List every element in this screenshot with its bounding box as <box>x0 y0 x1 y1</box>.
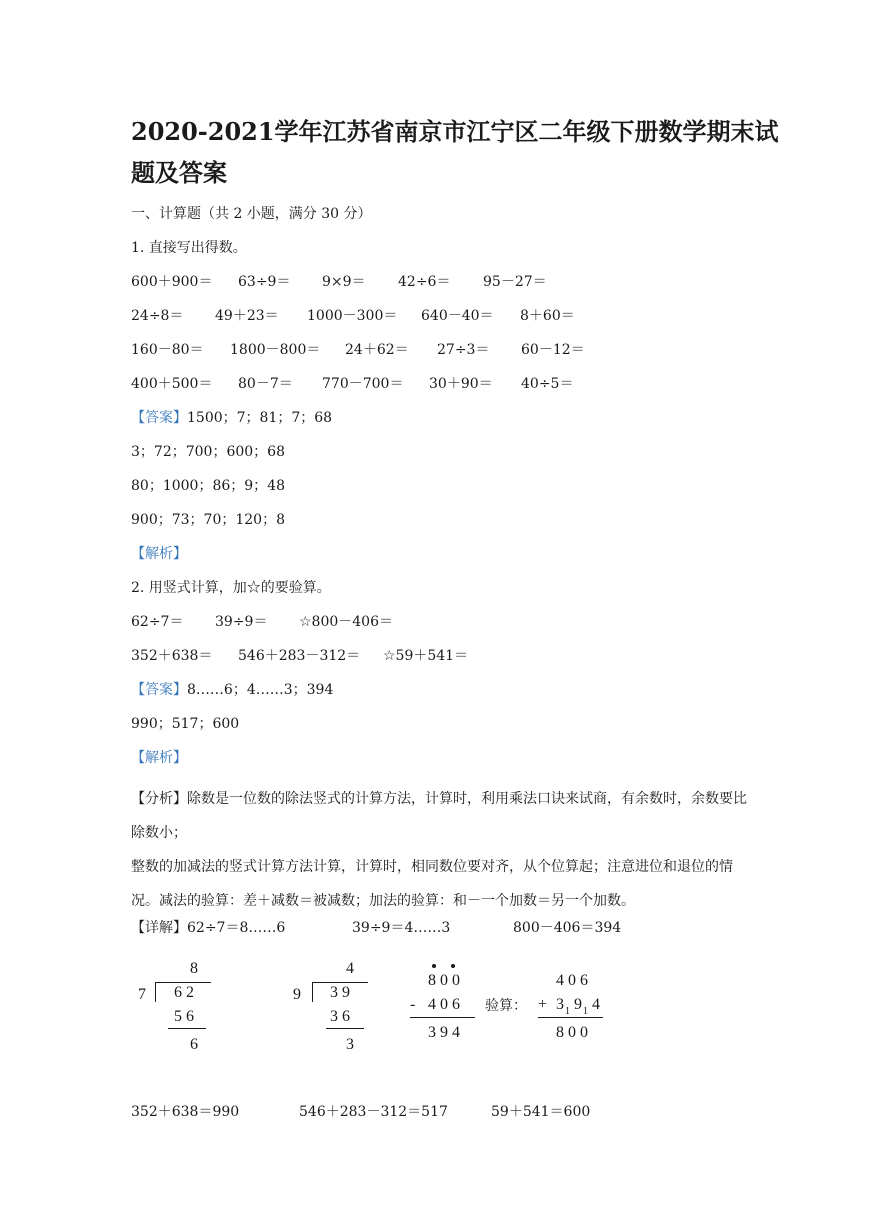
plus-sign: + <box>538 996 548 1013</box>
subtraction-line <box>326 1028 364 1029</box>
answer-line: 990；517；600 <box>131 716 240 732</box>
answer-tag: 【答案】 <box>131 682 187 698</box>
check-label: 验算： <box>485 998 527 1014</box>
problem: 24＋62＝ <box>345 342 409 358</box>
answer-line <box>131 680 333 700</box>
answer-line <box>131 408 332 428</box>
problem: 1000－300＝ <box>307 308 398 324</box>
divisor: 9 <box>293 986 301 1003</box>
carry-digit: 1 <box>565 1006 570 1017</box>
document-title-line2: 题及答案 <box>131 158 227 187</box>
problem: 1800－800＝ <box>230 342 321 358</box>
subtraction-line <box>168 1028 206 1029</box>
result-item: 546＋283－312＝517 <box>299 1104 448 1120</box>
problem: 63÷9＝ <box>238 274 291 290</box>
answer-text: 8……6；4……3；394 <box>187 682 334 698</box>
division-bracket <box>155 982 156 1002</box>
quotient: 4 <box>346 960 354 977</box>
analysis-tag: 【解析】 <box>131 750 187 766</box>
detail-item: 39÷9＝4……3 <box>352 920 451 936</box>
problem: 600＋900＝ <box>131 274 213 290</box>
fenxi-text: 除数是一位数的除法竖式的计算方法，计算时，利用乘法口诀来试商，有余数时，余数要比除数小； <box>131 791 747 841</box>
analysis-paragraph-1 <box>131 782 751 850</box>
problem: 80－7＝ <box>238 376 293 392</box>
addend-digit: 9 <box>574 996 582 1013</box>
problem: 24÷8＝ <box>131 308 184 324</box>
answer-line: 900；73；70；120；8 <box>131 512 285 528</box>
problem: ☆800－406＝ <box>299 614 393 630</box>
result-item: 59＋541＝600 <box>491 1104 591 1120</box>
problem: 95－27＝ <box>483 274 547 290</box>
problem: 352＋638＝ <box>131 648 213 664</box>
carry-digit: 1 <box>583 1006 588 1017</box>
borrow-dot <box>432 964 436 968</box>
problem: 42÷6＝ <box>398 274 451 290</box>
minuend: 8 0 0 <box>428 972 460 989</box>
answer-line: 80；1000；86；9；48 <box>131 478 285 494</box>
fenxi-tag: 【分析】 <box>131 791 187 807</box>
problem: 27÷3＝ <box>437 342 490 358</box>
analysis-paragraph-2: 整数的加减法的竖式计算方法计算，计算时，相同数位要对齐，从个位算起；注意进位和退位的情况。减法的验算：差＋减数＝被减数；加法的验算：和－一个加数＝另一个加数。 <box>131 859 733 909</box>
problem: 640－40＝ <box>421 308 494 324</box>
problem: 39÷9＝ <box>215 614 268 630</box>
problem: 400＋500＝ <box>131 376 213 392</box>
detail-item: 800－406＝394 <box>513 920 622 936</box>
difference: 3 9 4 <box>428 1024 460 1041</box>
result-line <box>538 1017 603 1018</box>
problem: 8＋60＝ <box>520 308 575 324</box>
detail-tag: 【详解】 <box>131 920 187 936</box>
detail-item: 62÷7＝8……6 <box>187 920 286 936</box>
problem: 9×9＝ <box>322 274 366 290</box>
problem: 60－12＝ <box>521 342 585 358</box>
remainder: 3 <box>346 1036 354 1053</box>
product: 5 6 <box>174 1008 194 1025</box>
quotient: 8 <box>190 960 198 977</box>
problem: 160－80＝ <box>131 342 204 358</box>
answer-line: 3；72；700；600；68 <box>131 444 285 460</box>
problem: ☆59＋541＝ <box>383 648 469 664</box>
minus-sign: - <box>410 996 416 1013</box>
document-title-line1: 2020-2021学年江苏省南京市江宁区二年级下册数学期末试 <box>131 117 779 146</box>
addend-digit: 3 <box>556 996 564 1013</box>
detail-line <box>131 918 285 938</box>
division-bar <box>155 982 211 983</box>
answer-tag: 【答案】 <box>131 410 187 426</box>
problem: 770－700＝ <box>322 376 404 392</box>
product: 3 6 <box>330 1008 350 1025</box>
problem: 62÷7＝ <box>131 614 184 630</box>
addend-digit: 4 <box>592 996 600 1013</box>
divisor: 7 <box>138 986 146 1003</box>
dividend: 3 9 <box>330 984 350 1001</box>
subtrahend: 4 0 6 <box>428 996 460 1013</box>
division-bar <box>312 982 368 983</box>
addend-top: 4 0 6 <box>556 972 588 989</box>
sum: 8 0 0 <box>556 1024 588 1041</box>
problem: 40÷5＝ <box>521 376 574 392</box>
problem: 49＋23＝ <box>215 308 279 324</box>
problem: 546＋283－312＝ <box>238 648 361 664</box>
dividend: 6 2 <box>174 984 194 1001</box>
borrow-dot <box>451 964 455 968</box>
analysis-tag: 【解析】 <box>131 546 187 562</box>
question-1-title: 1. 直接写出得数。 <box>131 240 247 256</box>
result-item: 352＋638＝990 <box>131 1104 240 1120</box>
division-bracket <box>312 982 313 1002</box>
problem: 30＋90＝ <box>429 376 493 392</box>
remainder: 6 <box>190 1036 198 1053</box>
question-2-title: 2. 用竖式计算，加☆的要验算。 <box>131 580 331 596</box>
answer-text: 1500；7；81；7；68 <box>187 410 333 426</box>
section-heading: 一、计算题（共 2 小题，满分 30 分） <box>131 206 372 222</box>
result-line <box>410 1017 475 1018</box>
